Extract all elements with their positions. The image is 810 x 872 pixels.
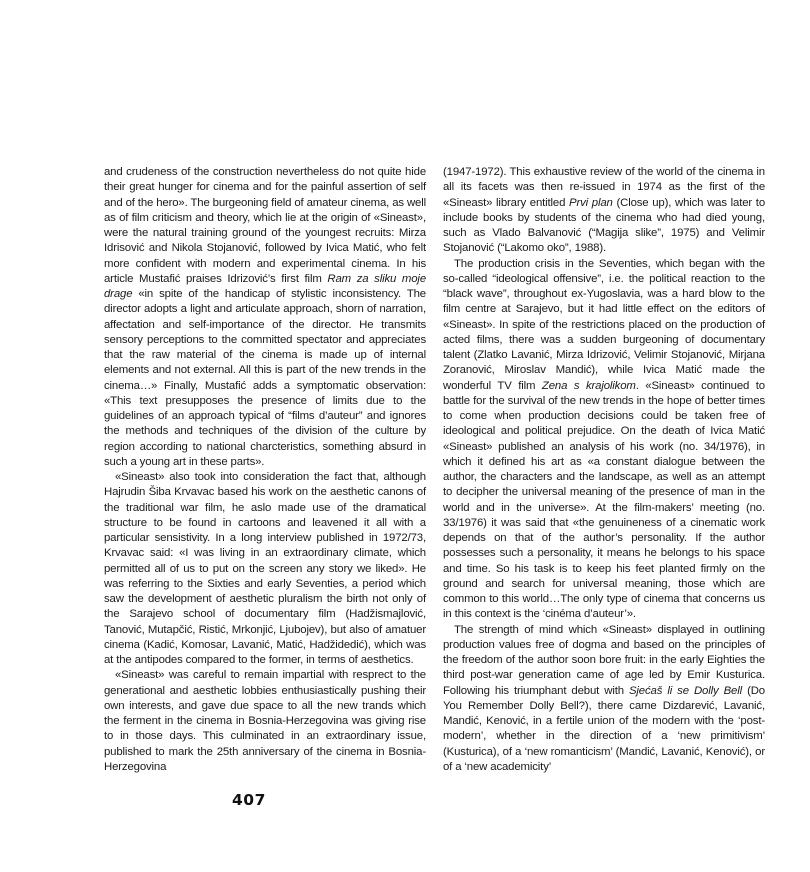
paragraph — [104, 470, 426, 668]
text-run: «in spite of the handicap of stylistic inconsistency. The director adopts a light and articulate approach, shorn of narration, affectation and self-importance of the director. He transmits sensory perceptions to the committed spectator and appreciates that the raw material of the cinema is made up of internal elements and not external. All this is part of the new trends in the cinema…» Finally, Mustafić adds a symptomatic observation: «This text presupposes the presence of limits due to the guidelines of an approach typical of “films d’auteur” and ignores the methods and techniques of the division of the culture by region according to national charcteristics, something absurd in such a young art in these parts». — [104, 288, 426, 468]
text-run: «Sineast» was careful to remain impartial with resprect to the generational and aesthetic lobbies enthusiastically pushing their own interests, and gave due space to all the new trands which the ferment in the cinema in Bosnia-Herzegovina was giving rise to in those days. This culminated in an extraordinary issue, published to mark the 25th anniversary of the cinema in Bosnia-Herzegovina — [104, 669, 426, 773]
italic-title: Ram za sliku moje drage — [104, 272, 426, 300]
text-run: «Sineast» also took into consideration the fact that, although Hajrudin Šiba Krvavac based his work on the aesthetic canons of the traditional war film, he aslo made use of the dramatical structure to be found in cartoons and leavened it all with a particular sensistivity. In a long interview published in 1972/73, Krvavac said: «I was living in an extraordinary climate, which permitted all of us to put on the screen any story we liked». He was referring to the Sixties and early Seventies, a period which saw the development of aesthetic pluralism the birth not only of the Sarajevo school of documentary film (Hadžismajlović, Tanović, Mutapčić, Ristić, Mrkonjić, Ljubojev), but also of amatuer cinema (Kadić, Komosar, Lavanić, Matić, Hadžidedić), which was at the antipodes compared to the former, in terms of aesthetics. — [104, 471, 426, 666]
text-run: The strength of mind which «Sineast» displayed in outlining production values free of dogma and based on the principles of the freedom of the author soon bore fruit: in the early Eighties the third post-war generation came of age led by Emir Kusturica. Following his triumphant debut with — [443, 623, 765, 697]
text-run: (1947-1972). This exhaustive review of the world of the cinema in all its facets was then re-issued in 1974 as the first of the «Sineast» library entitled — [443, 166, 765, 209]
paragraph — [443, 623, 765, 776]
paragraph — [104, 668, 426, 775]
text-column-left — [104, 165, 426, 775]
paragraph — [443, 165, 765, 257]
page-number: 407 — [232, 791, 266, 809]
text-run: (Do You Remember Dolly Bell?), there came Dizdarević, Lavanić, Mandić, Kenović, in a fertile union of the modern with the ‘post-modern’, whether in the direction of a ‘new primitivism’ (Kusturica), of a ‘new romanticism’ (Mandić, Lavanić, Kenović), or of a ‘new academicity’ — [443, 684, 765, 773]
italic-title: Zena s krajolikom — [541, 379, 636, 392]
paragraph — [104, 165, 426, 470]
text-run: and crudeness of the construction nevertheless do not quite hide their great hunger for cinema and for the painful assertion of self and of the hero». The burgeoning field of amateur cinema, as well as of film criticism and theory, which lie at the origin of «Sineast», were the natural training ground of the youngest recruits: Mirza Idrisović and Nikola Stojanović, followed by Ivica Matić, who felt more confident with modern and experimental cinema. In his article Mustafić praises Idrizović’s first film — [104, 166, 426, 285]
text-run: . «Sineast» continued to battle for the survival of the new trends in the hope of better times to come when production decisions could be taken free of ideological and political prejudice. On the death of Ivica Matić «Sineast» published an analysis of his work (no. 34/1976), in which it defined his art as «a constant dialogue between the author, the characters and the landscape, as well as an attempt to decipher the universal meaning of the presence of man in the world and in the universe». At the film-makers’ meeting (no. 33/1976) it was said that «the genuineness of a cinematic work depends on that of the author’s personality. If the author possesses such a personality, it means he belongs to his space and time. So his task is to keep his feet planted firmly on the ground and search for universal meaning, those which are common to this world…The only type of cinema that concerns us in this context is the ‘cinéma d’auteur’». — [443, 379, 765, 621]
italic-title: Sjećaš li se Dolly Bell — [628, 684, 743, 697]
text-run: The production crisis in the Seventies, which began with the so-called “ideological offensive”, i.e. the political reaction to the “black wave”, throughout ex-Yugoslavia, was a hard blow to the film centre at Sarajevo, but it had little effect on the editors of «Sineast». In spite of the restrictions placed on the production of acted films, there was a sudden burgeoning of documentary talent (Zlatko Lavanić, Mirza Idrizović, Velimir Stojanović, Mirjana Zoranović, Miroslav Mandić), while Ivica Matić made the wonderful TV film — [443, 257, 765, 392]
italic-title: Prvi plan — [569, 196, 613, 209]
paragraph — [443, 257, 765, 623]
text-run: (Close up), which was later to include books by students of the cinema who had died young, such as Vlado Balvanović (“Magija slike”, 1975) and Velimir Stojanović (“Lakomo oko”, 1988). — [443, 196, 766, 255]
text-column-right — [443, 165, 765, 775]
